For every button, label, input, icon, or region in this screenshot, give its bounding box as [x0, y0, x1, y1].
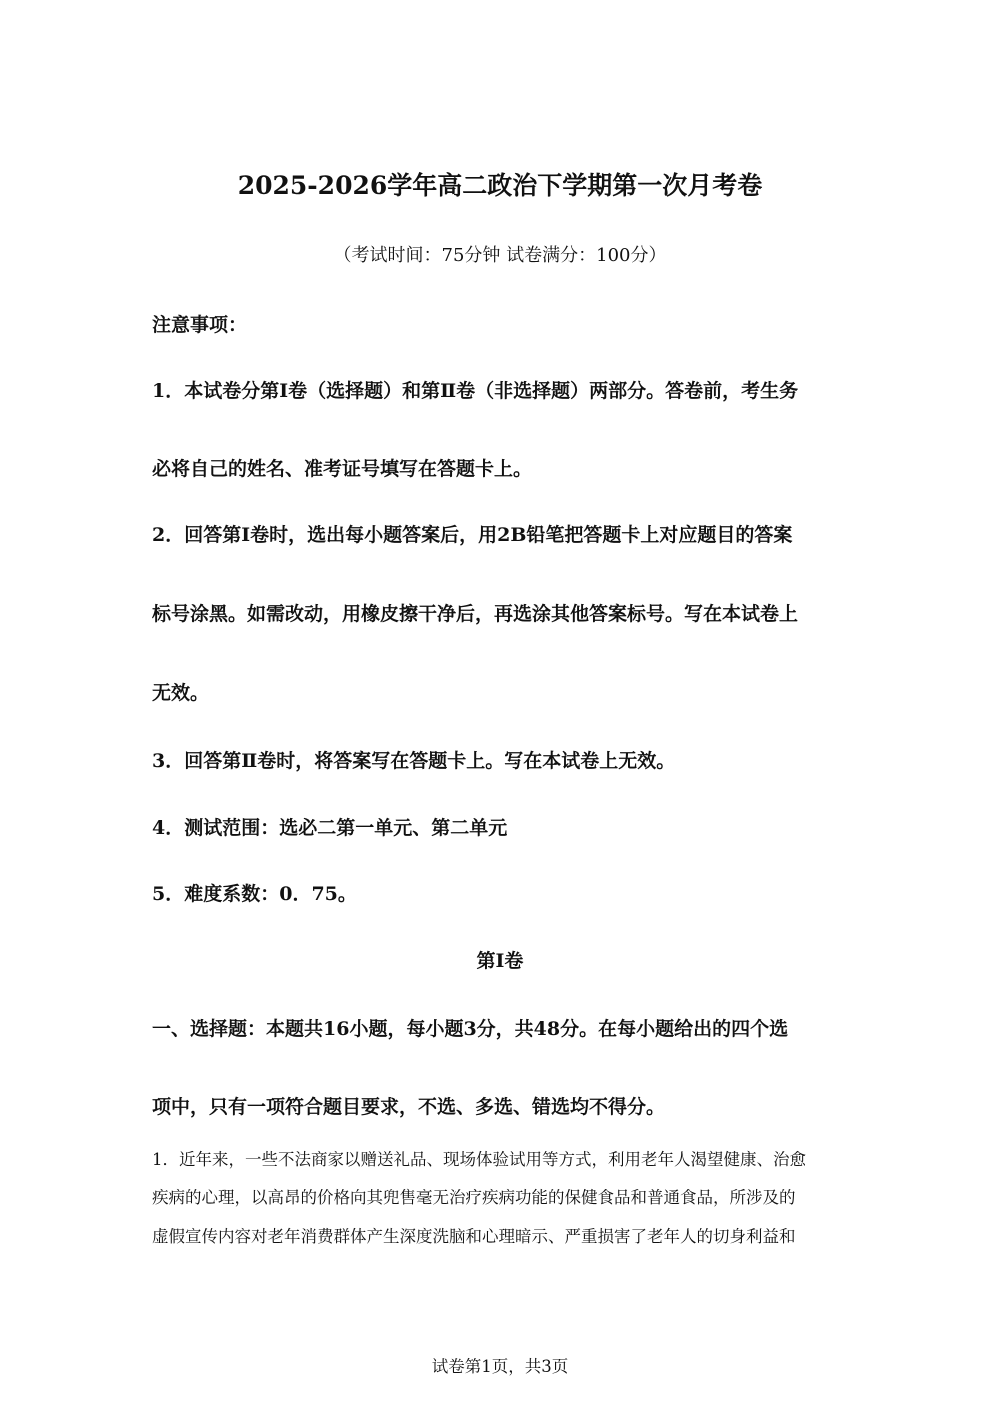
- note-line: 标号涂黑。如需改动，用橡皮擦干净后，再选涂其他答案标号。写在本试卷上: [152, 603, 799, 625]
- exam-duration-subtitle: （考试时间：75分钟 试卷满分：100分）: [333, 245, 667, 266]
- question-line: 1．近年来，一些不法商家以赠送礼品、现场体验试用等方式，利用老年人渴望健康、治愈: [152, 1150, 806, 1169]
- note-line: 必将自己的姓名、准考证号填写在答题卡上。: [152, 458, 533, 480]
- note-line: 2．回答第Ⅰ卷时，选出每小题答案后，用2B铅笔把答题卡上对应题目的答案: [152, 524, 793, 546]
- note-line: 1．本试卷分第Ⅰ卷（选择题）和第Ⅱ卷（非选择题）两部分。答卷前，考生务: [152, 380, 799, 402]
- page-title: 2025-2026学年高二政治下学期第一次月考卷: [237, 171, 763, 200]
- note-line: 3．回答第Ⅱ卷时，将答案写在答题卡上。写在本试卷上无效。: [152, 750, 676, 772]
- part1-instruction-line: 一、选择题：本题共16小题，每小题3分，共48分。在每小题给出的四个选: [152, 1018, 789, 1040]
- note-line: 4．测试范围：选必二第一单元、第二单元: [152, 817, 508, 839]
- question-line: 虚假宣传内容对老年消费群体产生深度洗脑和心理暗示、严重损害了老年人的切身利益和: [152, 1227, 796, 1246]
- part1-instruction-line: 项中，只有一项符合题目要求，不选、多选、错选均不得分。: [152, 1096, 666, 1118]
- note-line: 无效。: [152, 682, 210, 704]
- notes-heading: 注意事项：: [152, 314, 248, 336]
- question-line: 疾病的心理，以高昂的价格向其兜售毫无治疗疾病功能的保健食品和普通食品，所涉及的: [152, 1188, 796, 1207]
- note-line: 5．难度系数：0．75。: [152, 883, 357, 905]
- page-footer: 试卷第1页，共3页: [431, 1357, 569, 1376]
- part1-heading: 第Ⅰ卷: [476, 950, 524, 972]
